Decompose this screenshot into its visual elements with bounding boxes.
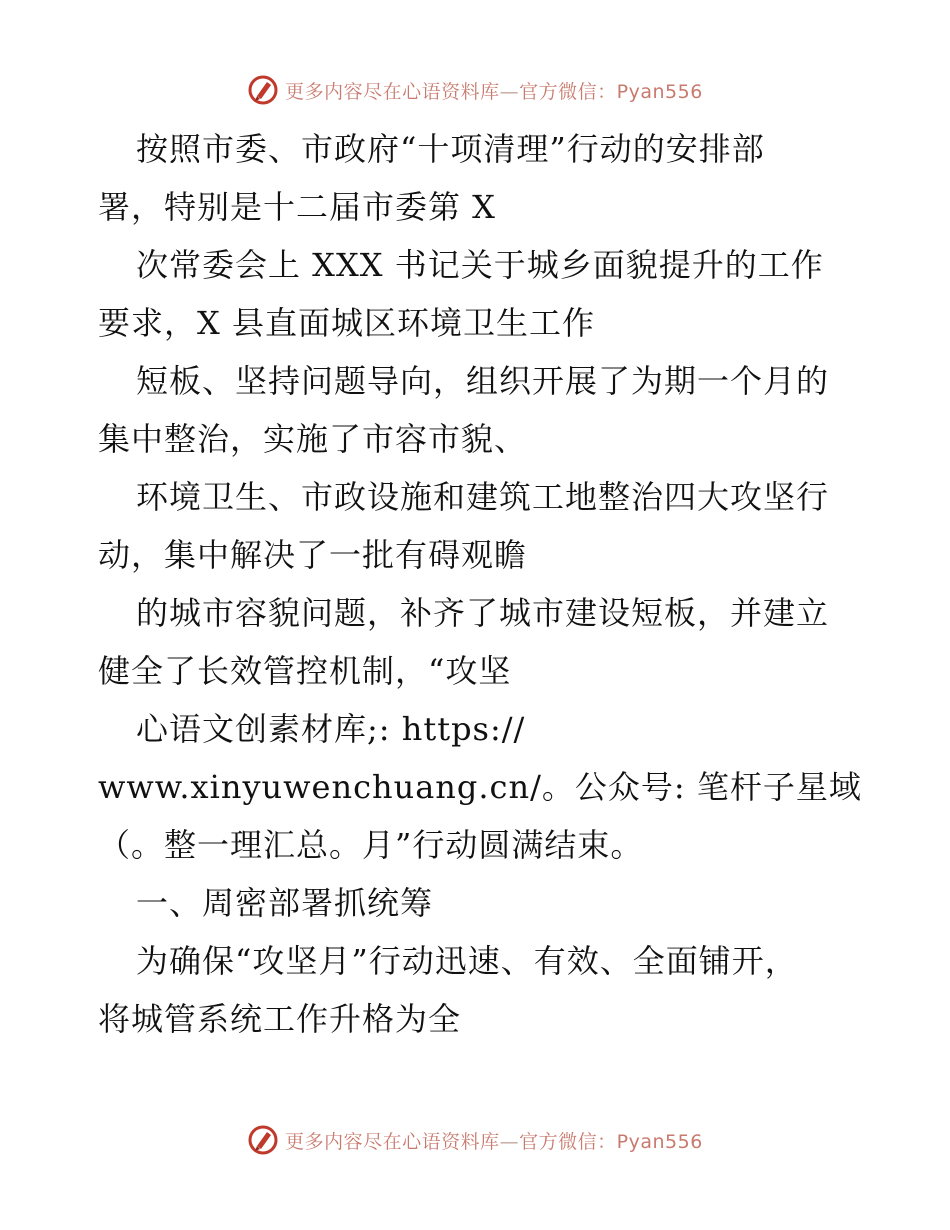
footer-banner-text [285,1127,703,1154]
body-line: 心语文创素材库;: https:// [136,710,526,748]
body-line: 要求，X 县直面城区环境卫生工作 [98,304,595,342]
body-line: （。整一理汇总。月”行动圆满结束。 [98,826,644,864]
body-line: 将城管系统工作升格为全 [98,1000,462,1038]
footer-banner-content [247,1124,703,1156]
header-banner-content [247,74,703,106]
header-banner-separator: — [499,80,520,103]
pen-nib-logo-icon [247,74,279,106]
header-banner [0,70,950,110]
body-line: 按照市委、市政府“十项清理”行动的安排部 [136,130,765,168]
header-banner-text [285,77,703,104]
footer-banner-main-text: 更多内容尽在心语资料库 [285,1130,500,1153]
body-line: 动，集中解决了一批有碍观瞻 [98,536,528,574]
footer-banner-contact-text: 官方微信：Pyan556 [519,1130,703,1153]
body-line: 健全了长效管控机制，“攻坚 [98,652,512,690]
document-body [98,120,868,1048]
pen-nib-logo-icon [247,1124,279,1156]
body-line: 集中整治，实施了市容市貌、 [98,420,528,458]
body-line: 环境卫生、市政设施和建筑工地整治四大攻坚行 [136,478,830,516]
footer-banner [0,1120,950,1160]
body-line: www.xinyuwenchuang.cn/。公众号: 笔杆子星域 [98,768,862,806]
body-line: 次常委会上 XXX 书记关于城乡面貌提升的工作 [136,246,824,284]
header-banner-contact-text: 官方微信：Pyan556 [519,80,703,103]
body-line: 为确保“攻坚月”行动迅速、有效、全面铺开， [136,942,798,980]
header-banner-main-text: 更多内容尽在心语资料库 [285,80,500,103]
body-line: 的城市容貌问题，补齐了城市建设短板，并建立 [136,594,830,632]
footer-banner-separator: — [499,1130,520,1153]
section-heading: 一、周密部署抓统筹 [136,884,434,922]
body-line: 署，特别是十二届市委第 X [98,188,496,226]
body-line: 短板、坚持问题导向，组织开展了为期一个月的 [136,362,830,400]
